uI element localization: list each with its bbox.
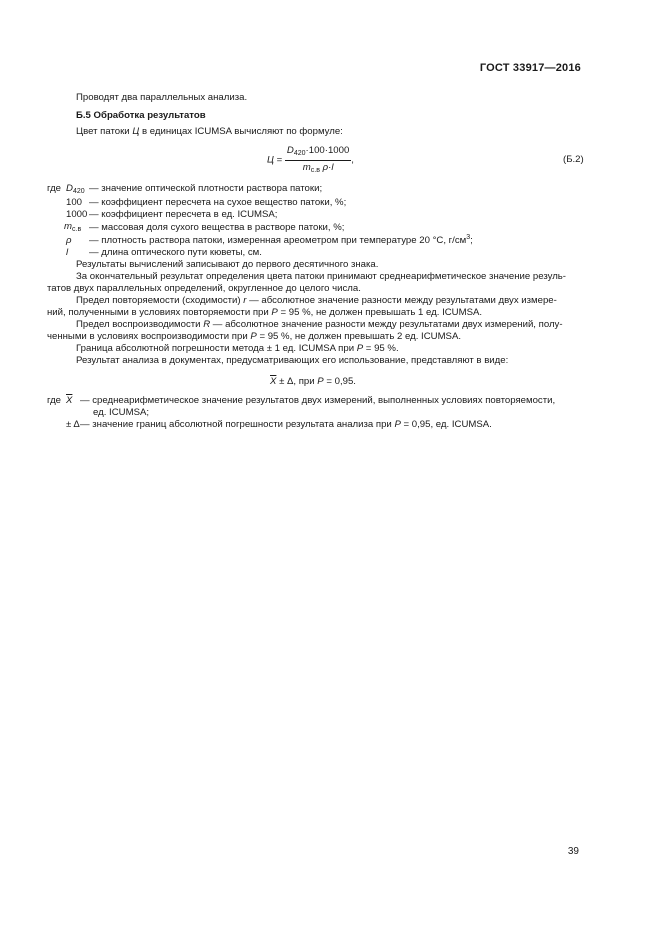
definition-x-mean: — среднеарифметическое значение результатов двух измерений, выполненных условиях повторяемости, bbox=[80, 395, 556, 406]
definition-rho: — плотность раствора патоки, измеренная ареометром при температуре 20 °С, $г/см^3$; bbox=[89, 234, 473, 246]
document-header: ГОСТ 33917—2016 bbox=[479, 62, 581, 74]
formula-label: (Б.2) bbox=[563, 154, 584, 165]
where-label-2: где bbox=[47, 395, 62, 406]
paragraph-repeatability-2: ний, полученными в условиях повторяемости при P = 95 %, не должен превышать 1 ед. ICUMSA. bbox=[47, 307, 483, 318]
formula-numerator: $D_{420}\cdot 100\cdot 1000$ bbox=[285, 145, 351, 161]
symbol-x-mean: $\overline{X}$ bbox=[66, 395, 73, 406]
symbol-msv: $m_{с.в}$ bbox=[64, 221, 82, 233]
intro-text: Проводят два параллельных анализа. bbox=[76, 92, 248, 103]
formula-fraction bbox=[285, 145, 351, 175]
paragraph-reproducibility-1: Предел воспроизводимости R — абсолютное значение разности между результатами двух измерений, полу- bbox=[76, 319, 563, 330]
symbol-100: 100 bbox=[66, 197, 83, 208]
symbol-rho: ρ bbox=[66, 235, 72, 246]
definition-1000: — коэффициент пересчета в ед. ICUMSA; bbox=[89, 209, 278, 220]
paragraph-final-result-2: татов двух параллельных определений, округленное до целого числа. bbox=[47, 283, 361, 294]
paragraph-reproducibility-2: ченными в условиях воспроизводимости при P = 95 %, не должен превышать 2 ед. ICUMSA. bbox=[47, 331, 462, 342]
symbol-d420: $D_{420}$ bbox=[66, 183, 85, 195]
section-title: Б.5 Обработка результатов bbox=[76, 110, 206, 121]
formula-intro: Цвет патоки Ц в единицах ICUMSA вычисляют по формуле: bbox=[76, 126, 343, 137]
definition-100: — коэффициент пересчета на сухое вещество патоки, %; bbox=[89, 197, 347, 208]
formula-denominator: $m_{с.в}$ ρ·l bbox=[302, 161, 334, 174]
definition-d420: — значение оптической плотности раствора патоки; bbox=[89, 183, 323, 194]
paragraph-result-form: Результат анализа в документах, предусматривающих его использование, представляют в виде: bbox=[76, 355, 509, 366]
definition-x-mean-cont: ед. ICUMSA; bbox=[93, 407, 150, 418]
paragraph-final-result-1: За окончательный результат определения цвета патоки принимают среднеарифметическое значение резуль- bbox=[76, 271, 566, 282]
definition-msv: — массовая доля сухого вещества в растворе патоки, %; bbox=[89, 222, 345, 233]
symbol-pm-delta: ± Δ bbox=[66, 419, 80, 430]
symbol-1000: 1000 bbox=[66, 209, 88, 220]
paragraph-error-limit: Граница абсолютной погрешности метода ± 1 ед. ICUMSA при P = 95 %. bbox=[76, 343, 399, 354]
page-number: 39 bbox=[567, 846, 579, 857]
formula-b2: Ц = $\frac{D_{420}\cdot 100\cdot 1000}{m_{с.в} \rho\cdot l}$ , bbox=[267, 145, 354, 174]
definition-pm-delta: — значение границ абсолютной погрешности результата анализа при P = 0,95, ед. ICUMSA. bbox=[80, 419, 492, 430]
definition-l: — длина оптического пути кюветы, см. bbox=[89, 247, 262, 258]
result-formula: $\overline{X} \pm \Delta$, при P = 0,95. bbox=[270, 376, 356, 387]
paragraph-repeatability-1: Предел повторяемости (сходимости) r — абсолютное значение разности между результатами двух измере- bbox=[76, 295, 557, 306]
where-label: где bbox=[47, 183, 62, 194]
paragraph-precision: Результаты вычислений записывают до первого десятичного знака. bbox=[76, 259, 379, 270]
symbol-l: l bbox=[66, 247, 69, 258]
